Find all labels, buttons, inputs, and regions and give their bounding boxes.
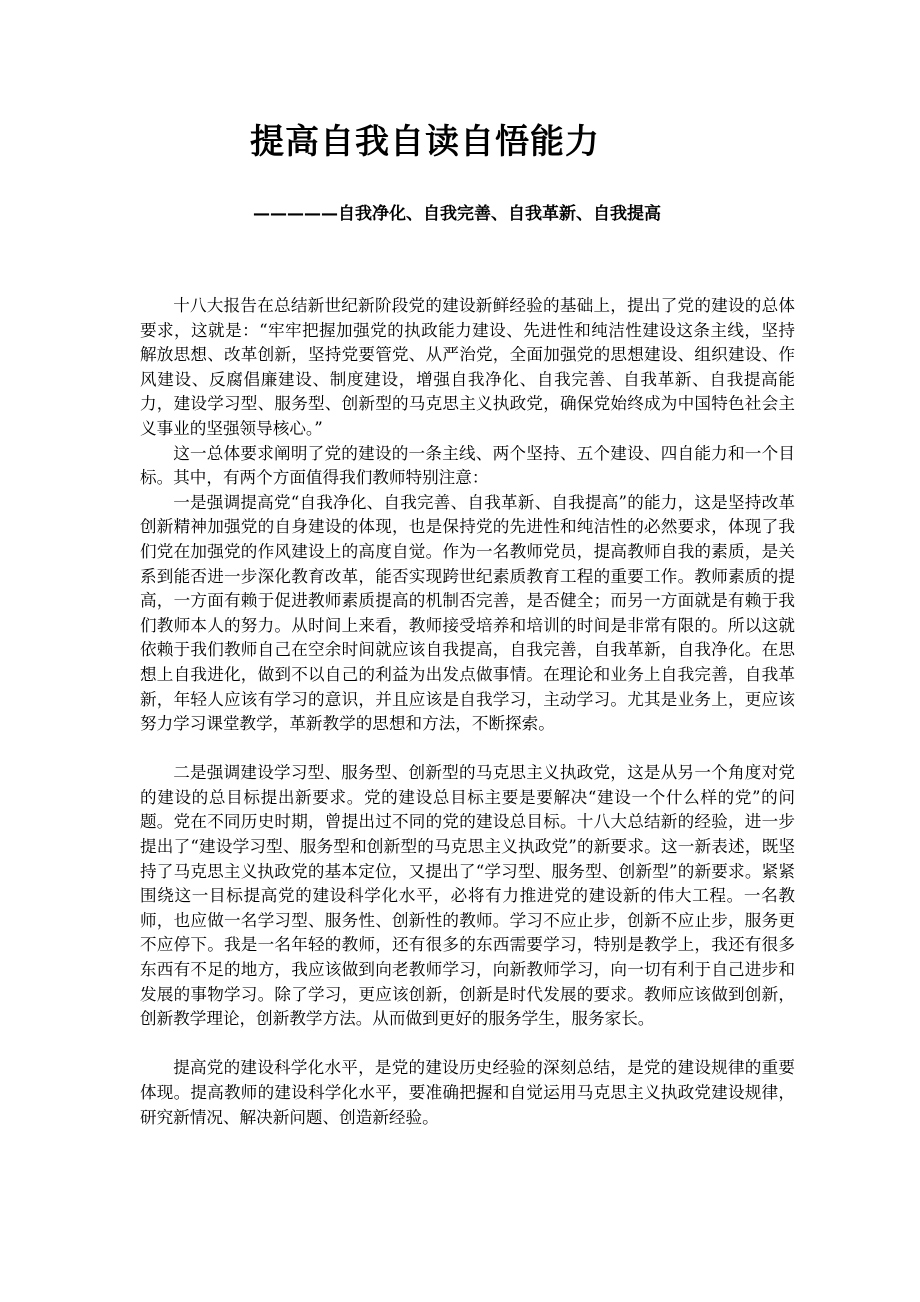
document-body xyxy=(140,294,795,1130)
paragraph-intro: 十八大报告在总结新世纪新阶段党的建设新鲜经验的基础上，提出了党的建设的总体要求，这就是：“牢牢把握加强党的执政能力建设、先进性和纯洁性建设这条主线，坚持解放思想、改革创新，坚持党要管党、从严治党，全面加强党的思想建设、组织建设、作风建设、反腐倡廉建设、制度建设，增强自我净化、自我完善、自我革新、自我提高能力，建设学习型、服务型、创新型的马克思主义执政党，确保党始终成为中国特色社会主义事业的坚强领导核心。” xyxy=(140,296,795,438)
paragraph-conclusion: 提高党的建设科学化水平，是党的建设历史经验的深刻总结，是党的建设规律的重要体现。提高教师的建设科学化水平，要准确把握和自觉运用马克思主义执政党建设规律，研究新情况、解决新问题、创造新经验。 xyxy=(140,1058,795,1127)
paragraph-point-one: 一是强调提高党“自我净化、自我完善、自我革新、自我提高”的能力，这是坚持改革创新精神加强党的自身建设的体现，也是保持党的先进性和纯洁性的必然要求，体现了我们党在加强党的作风建设上的高度自觉。作为一名教师党员，提高教师自我的素质，是关系到能否进一步深化教育改革，能否实现跨世纪素质教育工程的重要工作。教师素质的提高，一方面有赖于促进教师素质提高的机制否完善，是否健全；而另一方面就是有赖于我们教师本人的努力。从时间上来看，教师接受培养和培训的时间是非常有限的。所以这就依赖于我们教师自己在空余时间就应该自我提高，自我完善，自我革新，自我净化。在思想上自我进化，做到不以自己的利益为出发点做事情。在理论和业务上自我完善，自我革新，年轻人应该有学习的意识，并且应该是自我学习，主动学习。尤其是业务上，更应该努力学习课堂教学，革新教学的思想和方法，不断探索。 xyxy=(140,492,795,734)
paragraph-summary: 这一总体要求阐明了党的建设的一条主线、两个坚持、五个建设、四自能力和一个目标。其中，有两个方面值得我们教师特别注意： xyxy=(140,443,795,488)
document-title: 提高自我自读自悟能力 xyxy=(250,122,600,162)
paragraph-point-two: 二是强调建设学习型、服务型、创新型的马克思主义执政党，这是从另一个角度对党的建设的总目标提出新要求。党的建设总目标主要是要解决“建设一个什么样的党”的问题。党在不同历史时期，曾提出过不同的党的建设总目标。十八大总结新的经验，进一步提出了“建设学习型、服务型和创新型的马克思主义执政党”的新要求。这一新表述，既坚持了马克思主义执政党的基本定位，又提出了“学习型、服务型、创新型”的新要求。紧紧围绕这一目标提高党的建设科学化水平，必将有力推进党的建设新的伟大工程。一名教师，也应做一名学习型、服务性、创新性的教师。学习不应止步，创新不应止步，服务更不应停下。我是一名年轻的教师，还有很多的东西需要学习，特别是教学上，我还有很多东西有不足的地方，我应该做到向老教师学习，向新教师学习，向一切有利于自己进步和发展的事物学习。除了学习，更应该创新，创新是时代发展的要求。教师应该做到创新，创新教学理论，创新教学方法。从而做到更好的服务学生，服务家长。 xyxy=(140,763,795,1029)
document-subtitle: —————自我净化、自我完善、自我革新、自我提高 xyxy=(253,204,661,224)
